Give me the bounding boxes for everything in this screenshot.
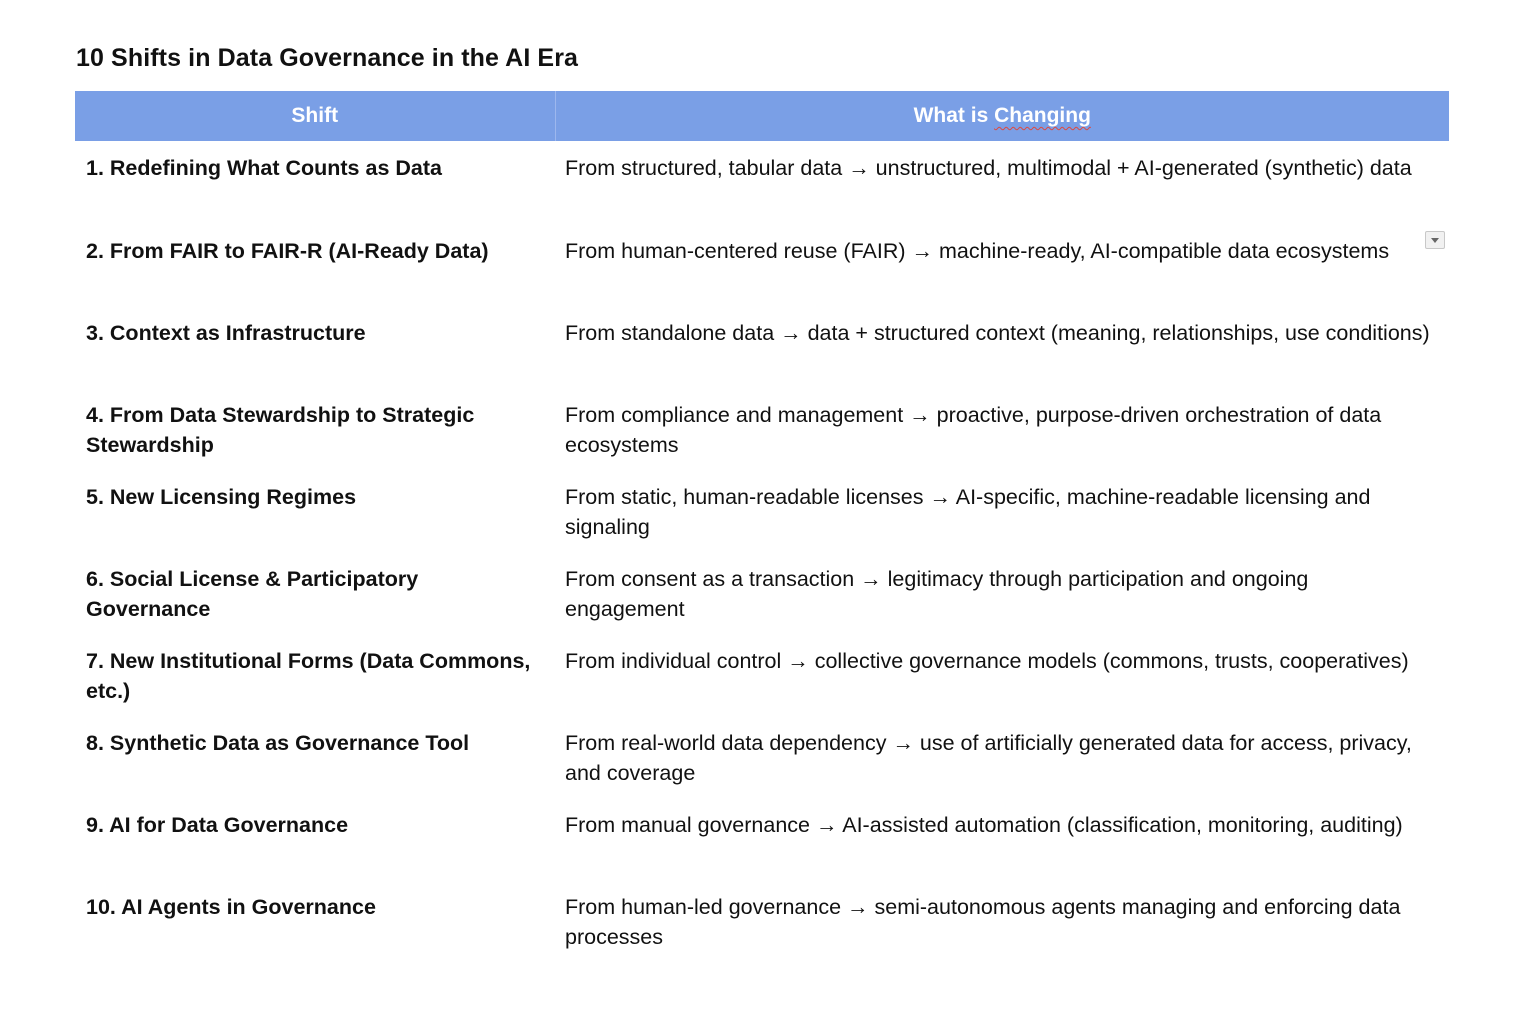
change-cell[interactable]: From human-led governance → semi-autonomous agents managing and enforcing data processes (565, 895, 1401, 949)
shift-cell[interactable]: 7. New Institutional Forms (Data Commons, etc.) (86, 649, 531, 703)
table-row (75, 716, 1449, 798)
header-what-is-changing[interactable] (555, 91, 1449, 141)
header-what-is-prefix: What is (913, 104, 995, 127)
chevron-down-icon (1431, 238, 1439, 243)
table-row (75, 224, 1449, 306)
change-cell[interactable]: From static, human-readable licenses → AI-specific, machine-readable licensing and signaling (565, 485, 1371, 539)
table-row (75, 470, 1449, 552)
change-cell[interactable]: From real-world data dependency → use of artificially generated data for access, privacy, and coverage (565, 731, 1412, 785)
change-cell[interactable]: From consent as a transaction → legitimacy through participation and ongoing engagement (565, 567, 1309, 621)
change-cell[interactable]: From standalone data → data + structured context (meaning, relationships, use conditions) (565, 321, 1430, 345)
shift-cell[interactable]: 1. Redefining What Counts as Data (86, 156, 442, 180)
shift-cell[interactable]: 9. AI for Data Governance (86, 813, 349, 837)
table-row (75, 552, 1449, 634)
table-row (75, 388, 1449, 470)
shift-cell[interactable]: 2. From FAIR to FAIR-R (AI-Ready Data) (86, 239, 489, 263)
spellcheck-flagged-word[interactable]: Changing (994, 104, 1091, 127)
header-row (75, 91, 1449, 141)
cell-dropdown-button[interactable] (1425, 231, 1445, 249)
change-cell[interactable]: From structured, tabular data → unstructured, multimodal + AI-generated (synthetic) data (565, 156, 1412, 180)
shift-cell[interactable]: 10. AI Agents in Governance (86, 895, 376, 919)
change-cell[interactable]: From individual control → collective governance models (commons, trusts, cooperatives) (565, 649, 1409, 673)
shift-cell[interactable]: 3. Context as Infrastructure (86, 321, 366, 345)
document-title: 10 Shifts in Data Governance in the AI Era (76, 44, 579, 72)
shift-cell[interactable]: 5. New Licensing Regimes (86, 485, 357, 509)
change-cell[interactable]: From compliance and management → proactive, purpose-driven orchestration of data ecosystems (565, 403, 1382, 457)
table-row (75, 141, 1449, 224)
shift-cell[interactable]: 6. Social License & Participatory Governance (86, 567, 419, 621)
header-shift[interactable]: Shift (75, 91, 555, 141)
shift-cell[interactable]: 4. From Data Stewardship to Strategic Stewardship (86, 403, 475, 457)
table-row (75, 306, 1449, 388)
change-cell[interactable]: From manual governance → AI-assisted automation (classification, monitoring, auditing) (565, 813, 1403, 837)
table-row (75, 880, 1449, 962)
shift-cell[interactable]: 8. Synthetic Data as Governance Tool (86, 731, 470, 755)
change-cell[interactable]: From human-centered reuse (FAIR) → machine-ready, AI-compatible data ecosystems (565, 239, 1390, 263)
governance-table (75, 91, 1449, 962)
table-row (75, 798, 1449, 880)
table-row (75, 634, 1449, 716)
